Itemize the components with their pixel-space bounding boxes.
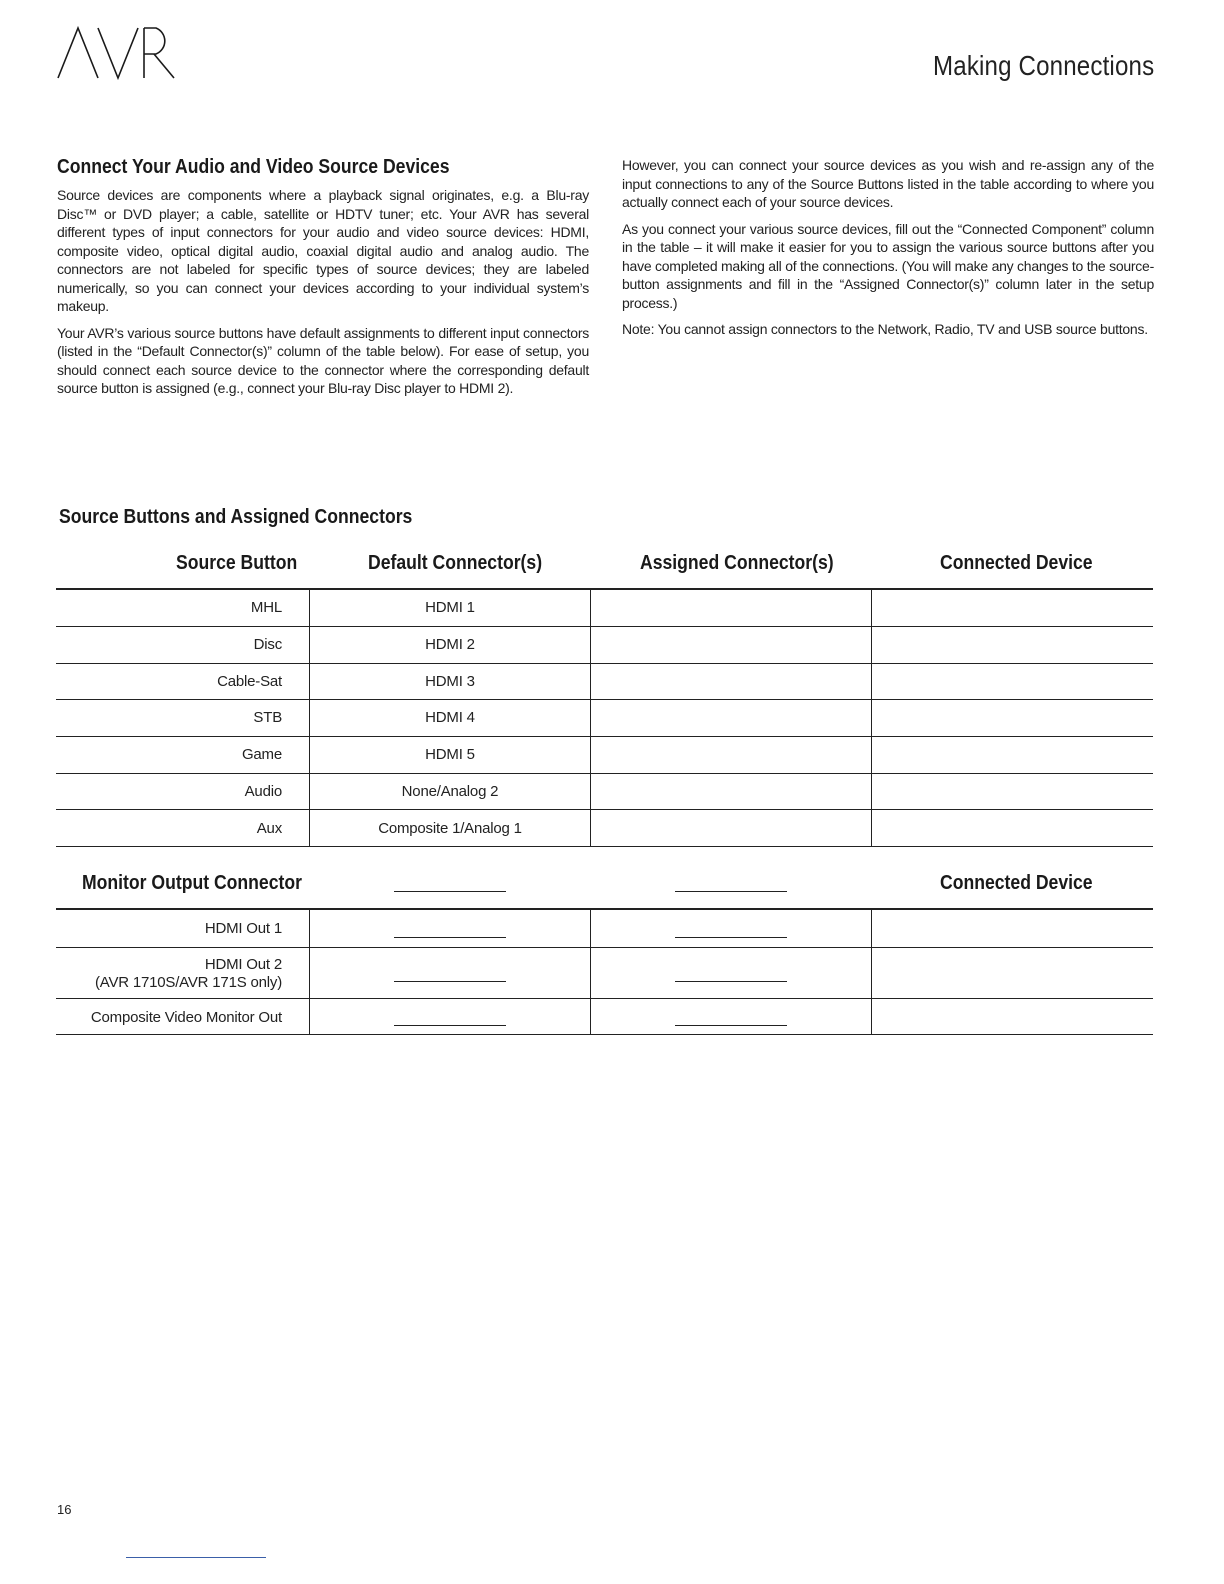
note-paragraph: Note: You cannot assign connectors to the Network, Radio, TV and USB source buttons. xyxy=(622,321,1148,337)
source-button-cell: MHL xyxy=(250,599,282,616)
column-divider xyxy=(871,909,872,1035)
right-column xyxy=(622,156,1154,347)
monitor-output-cell: Composite Video Monitor Out xyxy=(90,1009,282,1026)
row-rule xyxy=(56,809,1153,810)
row-rule xyxy=(56,699,1153,700)
default-connector-cell: Composite 1/Analog 1 xyxy=(378,820,522,837)
reassign-paragraph: However, you can connect your source devices as you wish and re-assign any of the input connections to any of the Source Buttons listed in the table according to where you actually connect each of your source devices. xyxy=(622,157,1154,210)
default-connector-cell: None/Analog 2 xyxy=(401,783,499,800)
default-connector-cell: HDMI 5 xyxy=(425,746,475,763)
source-button-cell: Cable-Sat xyxy=(217,673,282,690)
avr-logo xyxy=(56,20,180,84)
header-connected-device: Connected Device xyxy=(940,552,1093,574)
monitor-output-cell: HDMI Out 2 xyxy=(204,956,282,973)
header-blank-line xyxy=(394,891,506,892)
column-divider xyxy=(309,909,310,1035)
default-connector-cell: HDMI 1 xyxy=(425,599,475,616)
monitor-output-cell: HDMI Out 1 xyxy=(204,920,282,937)
source-button-cell: Audio xyxy=(244,783,282,800)
page-number: 16 xyxy=(57,1502,72,1517)
source-button-cell: Disc xyxy=(253,636,282,653)
monitor-output-note: (AVR 1710S/AVR 171S only) xyxy=(94,974,282,991)
blank-line xyxy=(675,1025,787,1026)
row-rule xyxy=(56,846,1153,847)
header-default-connectors: Default Connector(s) xyxy=(368,552,543,574)
row-rule xyxy=(56,1034,1153,1035)
header-blank-line xyxy=(675,891,787,892)
row-rule xyxy=(56,773,1153,774)
row-rule xyxy=(56,736,1153,737)
source-button-cell: STB xyxy=(253,709,282,726)
header-assigned-connectors: Assigned Connector(s) xyxy=(640,552,834,574)
source-button-cell: Game xyxy=(241,746,282,763)
row-rule xyxy=(56,626,1153,627)
section-title: Making Connections xyxy=(932,50,1154,81)
row-rule xyxy=(56,998,1153,999)
intro-paragraph-2: Your AVR’s various source buttons have default assignments to different input connectors (listed in the “Default Connector(s)” column of the table below). For ease of setup, you should connect each source device to the connector where the corresponding default source button is assigned (e.g., connect your Blu-ray Disc player to HDMI 2). xyxy=(57,324,589,396)
blank-line xyxy=(394,937,506,938)
default-connector-cell: HDMI 4 xyxy=(425,709,475,726)
monitor-header-rule xyxy=(56,908,1153,910)
fill-out-paragraph: As you connect your various source devices, fill out the “Connected Component” column in the table – it will make it easier for you to assign the various source buttons after you have completed making all of the connections. (You will make any changes to the source-button assignments and fill in the “Assigned Connector(s)” column later in the setup process.) xyxy=(622,220,1154,311)
source-button-cell: Aux xyxy=(256,820,282,837)
header-source-button: Source Button xyxy=(176,552,298,574)
intro-heading: Connect Your Audio and Video Source Devices xyxy=(57,156,450,178)
blank-line xyxy=(675,981,787,982)
blank-line xyxy=(675,937,787,938)
footer-rule xyxy=(126,1557,266,1558)
column-divider xyxy=(590,909,591,1035)
default-connector-cell: HDMI 2 xyxy=(425,636,475,653)
row-rule xyxy=(56,663,1153,664)
left-column xyxy=(57,156,589,406)
table-header-rule xyxy=(56,588,1153,590)
header-monitor-connected-device: Connected Device xyxy=(940,872,1093,894)
table-title: Source Buttons and Assigned Connectors xyxy=(59,506,413,528)
blank-line xyxy=(394,981,506,982)
row-rule xyxy=(56,947,1153,948)
blank-line xyxy=(394,1025,506,1026)
intro-paragraph-1: Source devices are components where a playback signal originates, e.g. a Blu-ray Disc™ or DVD player; a cable, satellite or HDTV tuner; etc. Your AVR has several different types of input connectors for your audio and video source devices: HDMI, composite video, optical digital audio, coaxial digital audio and analog audio. The connectors are not labeled for specific types of source devices; they are labeled numerically, so you can connect your devices according to your individual system’s makeup. xyxy=(57,187,589,314)
header-monitor-output: Monitor Output Connector xyxy=(82,872,302,894)
default-connector-cell: HDMI 3 xyxy=(425,673,475,690)
